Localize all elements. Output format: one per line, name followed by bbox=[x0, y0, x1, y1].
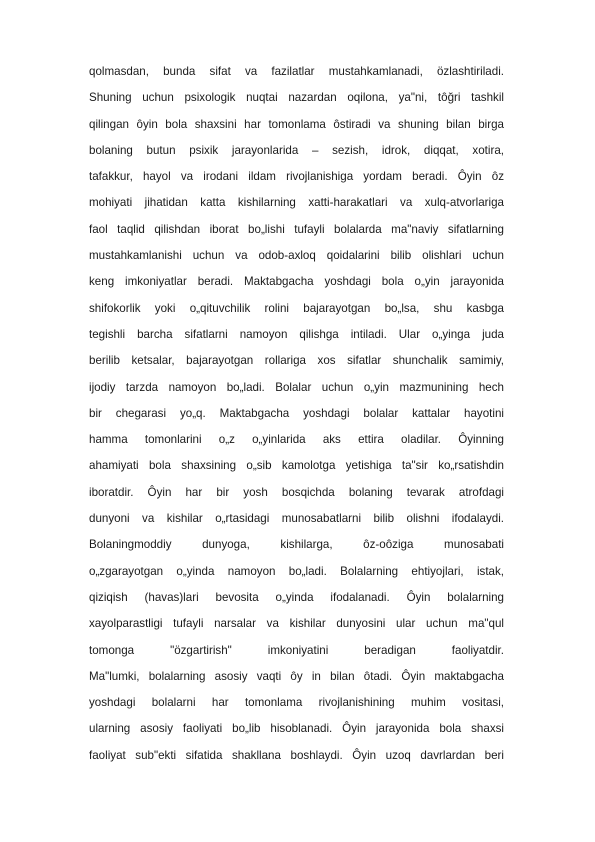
text-line: ahamiyati bola shaxsining o„sib kamolotga yetishiga ta"sir ko„rsatishdin bbox=[89, 459, 504, 473]
text-line: faoliyat sub"ekti sifatida shakllana boshlaydi. Ôyin uzoq davrlardan beri bbox=[89, 748, 504, 762]
text-line: faol taqlid qilishdan iborat bo„lishi tufayli bolalarda ma"naviy sifatlarning bbox=[89, 222, 504, 236]
text-line: o„zgarayotgan o„yinda namoyon bo„ladi. Bolalarning ehtiyojlari, istak, bbox=[89, 564, 504, 578]
text-line: shifokorlik yoki o„qituvchilik rolini bajarayotgan bo„lsa, shu kasbga bbox=[89, 301, 504, 315]
body-text bbox=[89, 59, 504, 769]
text-line: iboratdir. Ôyin har bir yosh bosqichda bolaning tevarak atrofdagi bbox=[89, 485, 504, 499]
text-line: yoshdagi bolalarni har tomonlama rivojlanishining muhim vositasi, bbox=[89, 696, 504, 710]
text-line: qolmasdan, bunda sifat va fazilatlar mustahkamlanadi, özlashtiriladi. bbox=[89, 65, 504, 78]
text-line: keng imkoniyatlar beradi. Maktabgacha yoshdagi bola o„yin jarayonida bbox=[89, 275, 504, 289]
text-line: ularning asosiy faoliyati bo„lib hisoblanadi. Ôyin jarayonida bola shaxsi bbox=[89, 722, 504, 736]
text-line: hamma tomonlarini o„z o„yinlarida aks ettira oladilar. Ôyinning bbox=[89, 433, 504, 447]
text-line: bolaning butun psixik jarayonlarida – sezish, idrok, diqqat, xotira, bbox=[89, 143, 504, 157]
text-line: Ma"lumki, bolalarning asosiy vaqti ôy in bilan ôtadi. Ôyin maktabgacha bbox=[89, 669, 504, 683]
text-line: qilingan ôyin bola shaxsini har tomonlama ôstiradi va shuning bilan birga bbox=[89, 117, 504, 131]
text-line: dunyoni va kishilar o„rtasidagi munosabatlarni bilib olishni ifodalaydi. bbox=[89, 512, 504, 526]
text-line: ijodiy tarzda namoyon bo„ladi. Bolalar uchun o„yin mazmunining hech bbox=[89, 380, 504, 394]
text-line: bir chegarasi yo„q. Maktabgacha yoshdagi bolalar kattalar hayotini bbox=[89, 406, 504, 420]
text-line: tomonga "özgartirish" imkoniyatini beradigan faoliyatdir. bbox=[89, 643, 504, 657]
text-line: berilib ketsalar, bajarayotgan rollariga xos sifatlar shunchalik samimiy, bbox=[89, 354, 504, 368]
text-line: mohiyati jihatidan katta kishilarning xatti-harakatlari va xulq-atvorlariga bbox=[89, 196, 504, 210]
text-line: tegishli barcha sifatlarni namoyon qilishga intiladi. Ular o„yinga juda bbox=[89, 327, 504, 341]
text-line: mustahkamlanishi uchun va odob-axloq qoidalarini bilib olishlari uchun bbox=[89, 249, 504, 263]
text-line: qiziqish (havas)lari bevosita o„yinda ifodalanadi. Ôyin bolalarning bbox=[89, 590, 504, 604]
text-line: Shuning uchun psixologik nuqtai nazardan oqilona, ya"ni, tôğri tashkil bbox=[89, 91, 504, 105]
text-line: Bolaningmoddiy dunyoga, kishilarga, ôz-oôziga munosabati bbox=[89, 538, 504, 552]
text-line: tafakkur, hayol va irodani ildam rivojlanishiga yordam beradi. Ôyin ôz bbox=[89, 170, 504, 184]
text-line: xayolparastligi tufayli narsalar va kishilar dunyosini ular uchun ma"qul bbox=[89, 617, 504, 631]
